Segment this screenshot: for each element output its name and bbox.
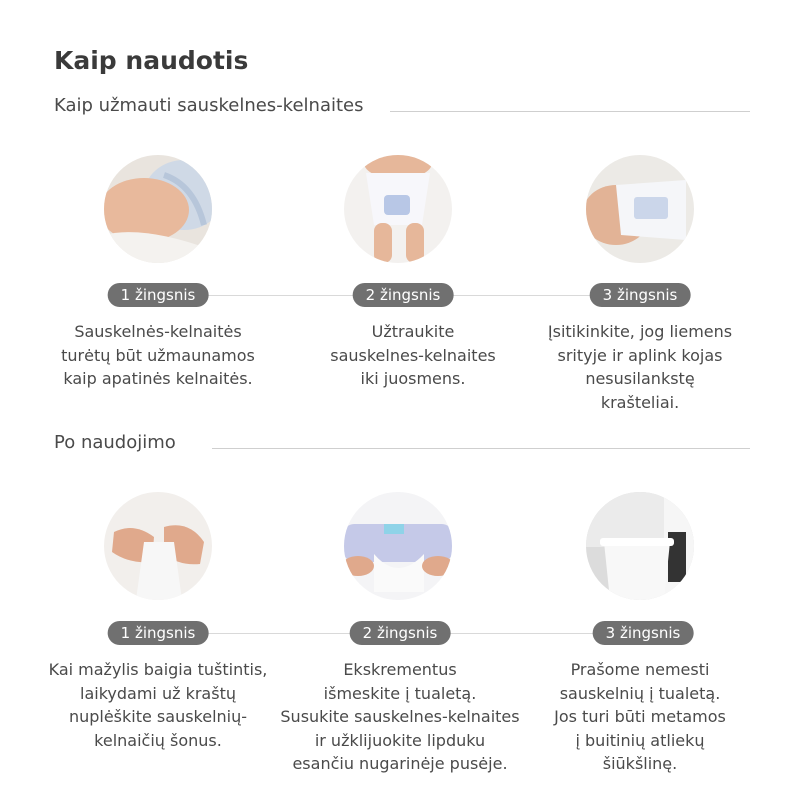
step-badge: 1 žingsnis — [108, 283, 209, 307]
section-divider — [390, 111, 750, 112]
section-heading-how-to-put-on: Kaip užmauti sauskelnes-kelnaites — [54, 95, 364, 116]
step-description: Užtraukite sauskelnes-kelnaites iki juosmens. — [330, 322, 496, 388]
step-photo-baby-wearing-diaper — [344, 155, 452, 263]
page-title: Kaip naudotis — [54, 46, 249, 75]
step-description: Sauskelnės-kelnaitės turėtų būt užmaunamos kaip apatinės kelnaitės. — [61, 322, 255, 388]
step-description: Ekskrementus išmeskite į tualetą. Susukite sauskelnes-kelnaites ir užklijuokite lipduku esančiu nugarinėje pusėje. — [280, 660, 520, 773]
step-badge: 3 žingsnis — [593, 621, 694, 645]
step-badge: 1 žingsnis — [108, 621, 209, 645]
step-photo-trash-bin — [586, 492, 694, 600]
step-description: Kai mažylis baigia tuštintis, laikydami už kraštų nuplėškite sauskelnių- kelnaičių šonus. — [48, 660, 268, 750]
section-divider — [212, 448, 750, 449]
step-badge: 3 žingsnis — [590, 283, 691, 307]
step-description: Prašome nemesti sauskelnių į tualetą. Jos turi būti metamos į buitinių atliekų šiūkšlinę. — [554, 660, 726, 773]
step-badge: 2 žingsnis — [353, 283, 454, 307]
step-photo-baby-leg-diaper — [104, 155, 212, 263]
step-photo-hands-rolling-diaper — [344, 492, 452, 600]
step-photo-diaper-leg-cuff — [586, 155, 694, 263]
step-photo-hands-tearing-diaper — [104, 492, 212, 600]
section-heading-after-use: Po naudojimo — [54, 432, 176, 453]
step-badge: 2 žingsnis — [350, 621, 451, 645]
step-description: Įsitikinkite, jog liemens srityje ir aplink kojas nesusilankstę kraštelіai. — [547, 322, 733, 412]
